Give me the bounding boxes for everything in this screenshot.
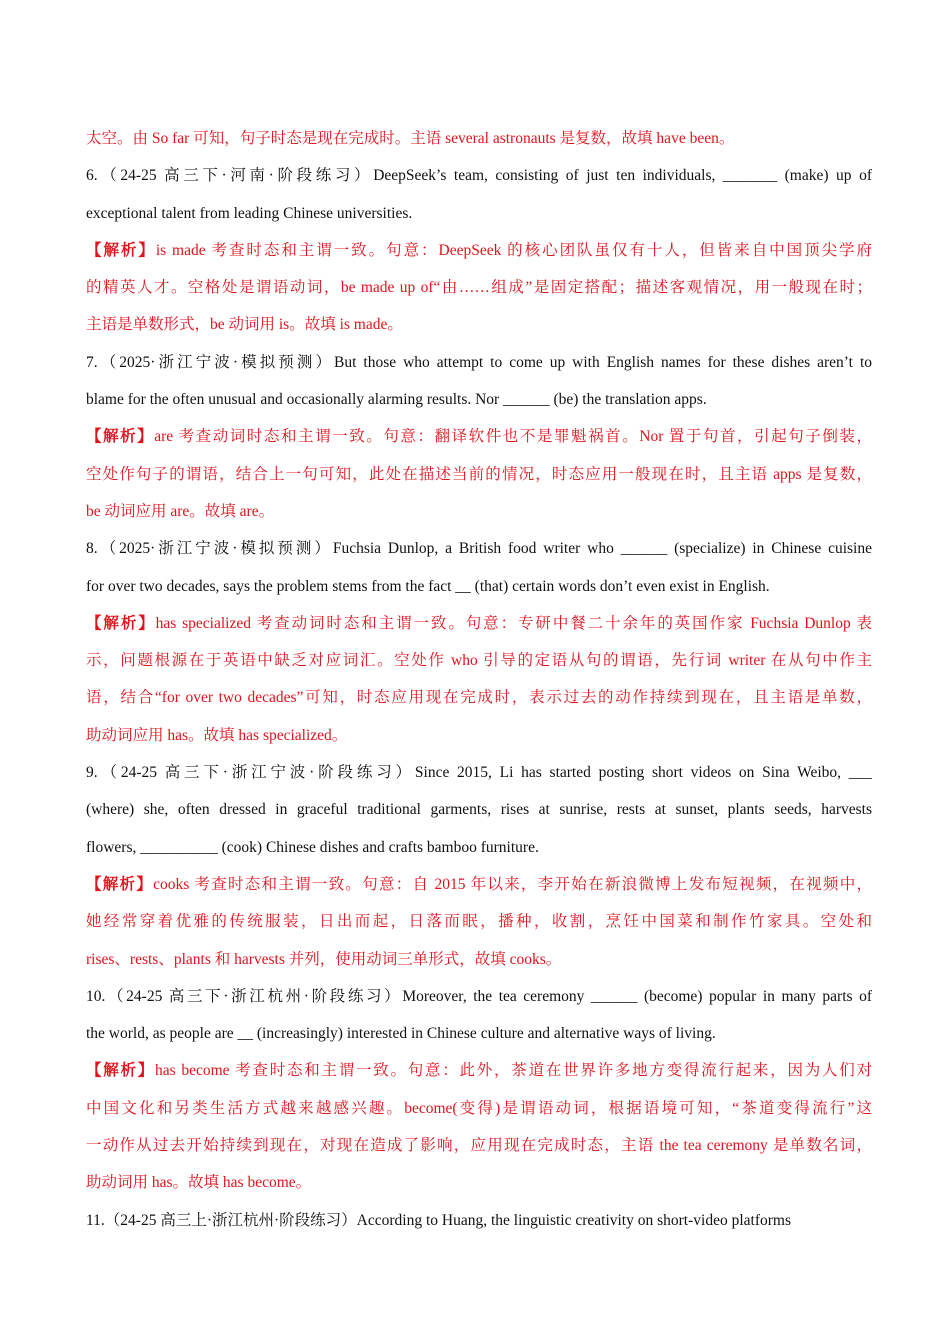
question-line: [86, 530, 872, 567]
line-text: (where) she, often dressed in graceful traditional garments, rises at sunrise, rests at sunset, plants seeds, harvests: [86, 801, 872, 819]
analysis-line: [86, 1052, 872, 1089]
line-text: 主语是单数形式，be 动词用 is。故填 is made。: [86, 316, 403, 334]
analysis-line: [86, 306, 872, 343]
line-text: 7.（2025·浙江宁波·模拟预测）But those who attempt to come up with English names for these dishes aren’t to: [86, 353, 872, 371]
question-line: [86, 157, 872, 194]
line-text: 她经常穿着优雅的传统服装，日出而起，日落而眠，播种，收割，烹饪中国菜和制作竹家具。空处和: [86, 913, 872, 931]
line-text: 空处作句子的谓语，结合上一句可知，此处在描述当前的情况，时态应用一般现在时，且主语 apps 是复数，: [86, 465, 872, 483]
document-body: [86, 120, 872, 1239]
analysis-label: 【解析】: [86, 428, 155, 446]
line-text: 8.（2025·浙江宁波·模拟预测）Fuchsia Dunlop, a British food writer who ______ (specialize) in Chinese cuisine: [86, 540, 872, 558]
question-line: [86, 829, 872, 866]
line-text: 6.（24-25 高三下·河南·阶段练习）DeepSeek’s team, consisting of just ten individuals, _______ (make) up of: [86, 167, 872, 185]
line-text: is made 考查时态和主谓一致。句意：DeepSeek 的核心团队虽仅有十人，但皆来自中国顶尖学府: [155, 241, 872, 259]
analysis-line: [86, 941, 872, 978]
analysis-line: [86, 903, 872, 940]
analysis-line: [86, 1090, 872, 1127]
line-text: 助动词应用 has。故填 has specialized。: [86, 726, 348, 744]
line-text: blame for the often unusual and occasionally alarming results. Nor ______ (be) the translation apps.: [86, 391, 707, 409]
analysis-line: [86, 456, 872, 493]
line-text: for over two decades, says the problem stems from the fact __ (that) certain words don’t even exist in English.: [86, 577, 770, 595]
analysis-line: [86, 642, 872, 679]
question-line: [86, 195, 872, 232]
line-text: 10.（24-25 高三下·浙江杭州·阶段练习）Moreover, the tea ceremony ______ (become) popular in many parts of: [86, 987, 872, 1005]
line-text: 助动词用 has。故填 has become。: [86, 1174, 312, 1192]
line-text: 11.（24-25 高三上·浙江杭州·阶段练习）According to Huang, the linguistic creativity on short-video platforms: [86, 1211, 791, 1229]
analysis-line: [86, 605, 872, 642]
line-text: has specialized 考查动词时态和主谓一致。句意：专研中餐二十余年的英国作家 Fuchsia Dunlop 表: [155, 614, 872, 632]
line-text: 的精英人才。空格处是谓语动词，be made up of“由……组成”是固定搭配；描述客观情况，用一般现在时；: [86, 279, 872, 297]
analysis-line: [86, 717, 872, 754]
line-text: 一动作从过去开始持续到现在，对现在造成了影响，应用现在完成时态，主语 the tea ceremony 是单数名词，: [86, 1137, 872, 1155]
line-text: be 动词应用 are。故填 are。: [86, 502, 275, 520]
line-text: 示，问题根源在于英语中缺乏对应词汇。空处作 who 引导的定语从句的谓语，先行词 writer 在从句中作主: [86, 652, 872, 670]
analysis-line: [86, 1164, 872, 1201]
analysis-line: [86, 679, 872, 716]
question-line: [86, 754, 872, 791]
question-line: [86, 978, 872, 1015]
analysis-line: [86, 866, 872, 903]
analysis-line: [86, 493, 872, 530]
line-text: exceptional talent from leading Chinese universities.: [86, 204, 413, 222]
question-line: [86, 1202, 872, 1239]
analysis-label: 【解析】: [86, 1062, 156, 1080]
document-page: [86, 120, 872, 1239]
line-text: the world, as people are __ (increasingly) interested in Chinese culture and alternative ways of living.: [86, 1025, 716, 1043]
analysis-label: 【解析】: [86, 875, 154, 893]
line-text: cooks 考查时态和主谓一致。句意：自 2015 年以来，李开始在新浪微博上发布短视频，在视频中，: [153, 875, 872, 893]
line-text: 太空。由 So far 可知，句子时态是现在完成时。主语 several astronauts 是复数，故填 have been。: [86, 130, 735, 147]
line-text: flowers, __________ (cook) Chinese dishes and crafts bamboo furniture.: [86, 838, 539, 856]
line-text: are 考查动词时态和主谓一致。句意：翻译软件也不是罪魁祸首。Nor 置于句首，引起句子倒装，: [154, 428, 872, 446]
line-text: 9.（24-25 高三下·浙江宁波·阶段练习）Since 2015, Li has started posting short videos on Sina Weibo, ___: [86, 764, 872, 782]
line-text: 语，结合“for over two decades”可知，时态应用现在完成时，表示过去的动作持续到现在，且主语是单数，: [86, 689, 872, 707]
analysis-label: 【解析】: [86, 614, 156, 632]
question-line: [86, 381, 872, 418]
question-line: [86, 1015, 872, 1052]
question-line: [86, 568, 872, 605]
question-line: [86, 344, 872, 381]
analysis-line: [86, 120, 872, 157]
question-line: [86, 791, 872, 828]
analysis-line: [86, 418, 872, 455]
analysis-line: [86, 269, 872, 306]
analysis-line: [86, 1127, 872, 1164]
analysis-line: [86, 232, 872, 269]
analysis-label: 【解析】: [86, 241, 156, 259]
line-text: 中国文化和另类生活方式越来越感兴趣。become(变得)是谓语动词，根据语境可知，“茶道变得流行”这: [86, 1099, 872, 1117]
line-text: rises、rests、plants 和 harvests 并列，使用动词三单形式，故填 cooks。: [86, 950, 562, 968]
line-text: has become 考查时态和主谓一致。句意：此外，茶道在世界许多地方变得流行起来，因为人们对: [155, 1062, 872, 1080]
